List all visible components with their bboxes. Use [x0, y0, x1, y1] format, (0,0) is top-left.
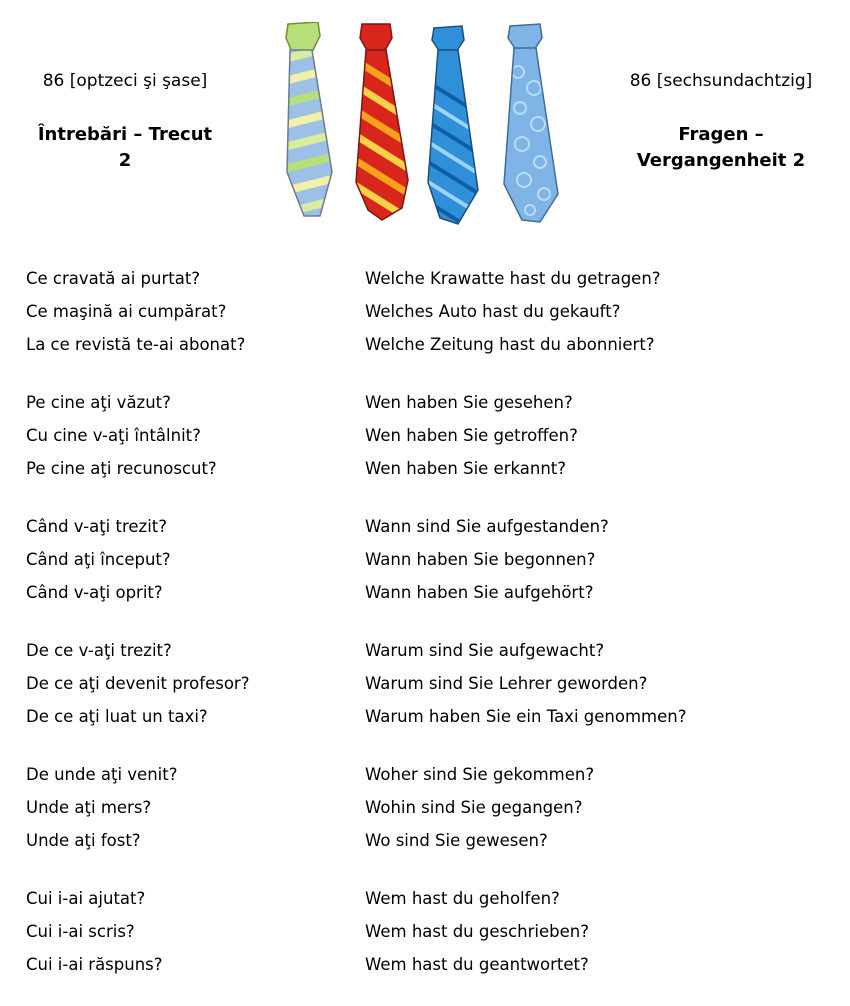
romanian-phrase: Cu cine v-aţi întâlnit?: [26, 426, 201, 445]
german-phrase: Woher sind Sie gekommen?: [365, 765, 595, 784]
german-phrase: Wann haben Sie begonnen?: [365, 550, 596, 569]
phrase-row: [0, 452, 850, 485]
phrase-row: [0, 634, 850, 667]
german-phrase: Warum sind Sie Lehrer geworden?: [365, 674, 648, 693]
phrase-row: [0, 824, 850, 857]
german-phrase: Warum sind Sie aufgewacht?: [365, 641, 605, 660]
phrase-row: [0, 791, 850, 824]
german-phrase: Wann sind Sie aufgestanden?: [365, 517, 609, 536]
phrase-row: [0, 667, 850, 700]
phrase-row: [0, 882, 850, 915]
phrase-row: [0, 295, 850, 328]
phrase-group: [0, 262, 850, 361]
blue-striped-tie-icon: [412, 26, 492, 227]
romanian-phrase: Când v-aţi oprit?: [26, 583, 163, 602]
phrase-row: [0, 576, 850, 609]
german-phrase: Wen haben Sie gesehen?: [365, 393, 573, 412]
romanian-phrase: Pe cine aţi recunoscut?: [26, 459, 217, 478]
lesson-title-de-line2: Vergangenheit 2: [636, 150, 806, 171]
german-phrase: Welche Krawatte hast du getragen?: [365, 269, 661, 288]
romanian-phrase: Cui i-ai răspuns?: [26, 955, 163, 974]
phrase-list: [0, 262, 850, 1006]
german-phrase: Welche Zeitung hast du abonniert?: [365, 335, 655, 354]
romanian-phrase: Unde aţi fost?: [26, 831, 141, 850]
romanian-phrase: Ce cravată ai purtat?: [26, 269, 201, 288]
phrase-row: [0, 262, 850, 295]
romanian-phrase: De ce aţi devenit profesor?: [26, 674, 250, 693]
phrase-row: [0, 915, 850, 948]
phrase-row: [0, 700, 850, 733]
romanian-phrase: De unde aţi venit?: [26, 765, 178, 784]
phrase-group: [0, 634, 850, 733]
lesson-title-de-line1: Fragen –: [678, 124, 764, 145]
lesson-title-de: [606, 122, 836, 174]
lesson-title-ro-line1: Întrebări – Trecut: [37, 124, 213, 145]
romanian-phrase: Când aţi început?: [26, 550, 171, 569]
neckties-icon: [282, 22, 578, 227]
romanian-phrase: De ce v-aţi trezit?: [26, 641, 172, 660]
phrase-row: [0, 328, 850, 361]
lesson-header: [10, 10, 836, 228]
phrase-group: [0, 386, 850, 485]
german-phrase: Wo sind Sie gewesen?: [365, 831, 548, 850]
phrase-row: [0, 758, 850, 791]
romanian-phrase: Pe cine aţi văzut?: [26, 393, 171, 412]
phrase-group: [0, 882, 850, 981]
german-phrase: Wen haben Sie erkannt?: [365, 459, 567, 478]
phrase-group: [0, 510, 850, 609]
lesson-title-ro: [10, 122, 240, 174]
phrase-row: [0, 510, 850, 543]
phrase-group: [0, 758, 850, 857]
romanian-phrase: De ce aţi luat un taxi?: [26, 707, 208, 726]
german-phrase: Warum haben Sie ein Taxi genommen?: [365, 707, 687, 726]
german-phrase: Wem hast du geschrieben?: [365, 922, 589, 941]
phrase-row: [0, 419, 850, 452]
romanian-phrase: Când v-aţi trezit?: [26, 517, 168, 536]
lesson-number-ro: 86 [optzeci şi şase]: [42, 71, 208, 91]
lesson-number-de: 86 [sechsundachtzig]: [629, 71, 813, 91]
german-phrase: Wen haben Sie getroffen?: [365, 426, 578, 445]
red-tie-icon: [342, 24, 422, 227]
german-phrase: Welches Auto hast du gekauft?: [365, 302, 621, 321]
romanian-phrase: Cui i-ai ajutat?: [26, 889, 146, 908]
german-phrase: Wem hast du geholfen?: [365, 889, 560, 908]
german-phrase: Wohin sind Sie gegangen?: [365, 798, 583, 817]
romanian-phrase: Unde aţi mers?: [26, 798, 152, 817]
phrase-row: [0, 386, 850, 419]
romanian-phrase: La ce revistă te-ai abonat?: [26, 335, 246, 354]
lesson-title-ro-line2: 2: [118, 150, 132, 171]
phrase-row: [0, 543, 850, 576]
german-phrase: Wem hast du geantwortet?: [365, 955, 589, 974]
romanian-phrase: Ce maşină ai cumpărat?: [26, 302, 227, 321]
green-tie-icon: [282, 22, 352, 222]
romanian-phrase: Cui i-ai scris?: [26, 922, 135, 941]
phrase-row: [0, 948, 850, 981]
german-phrase: Wann haben Sie aufgehört?: [365, 583, 594, 602]
light-blue-tie-icon: [492, 24, 572, 227]
